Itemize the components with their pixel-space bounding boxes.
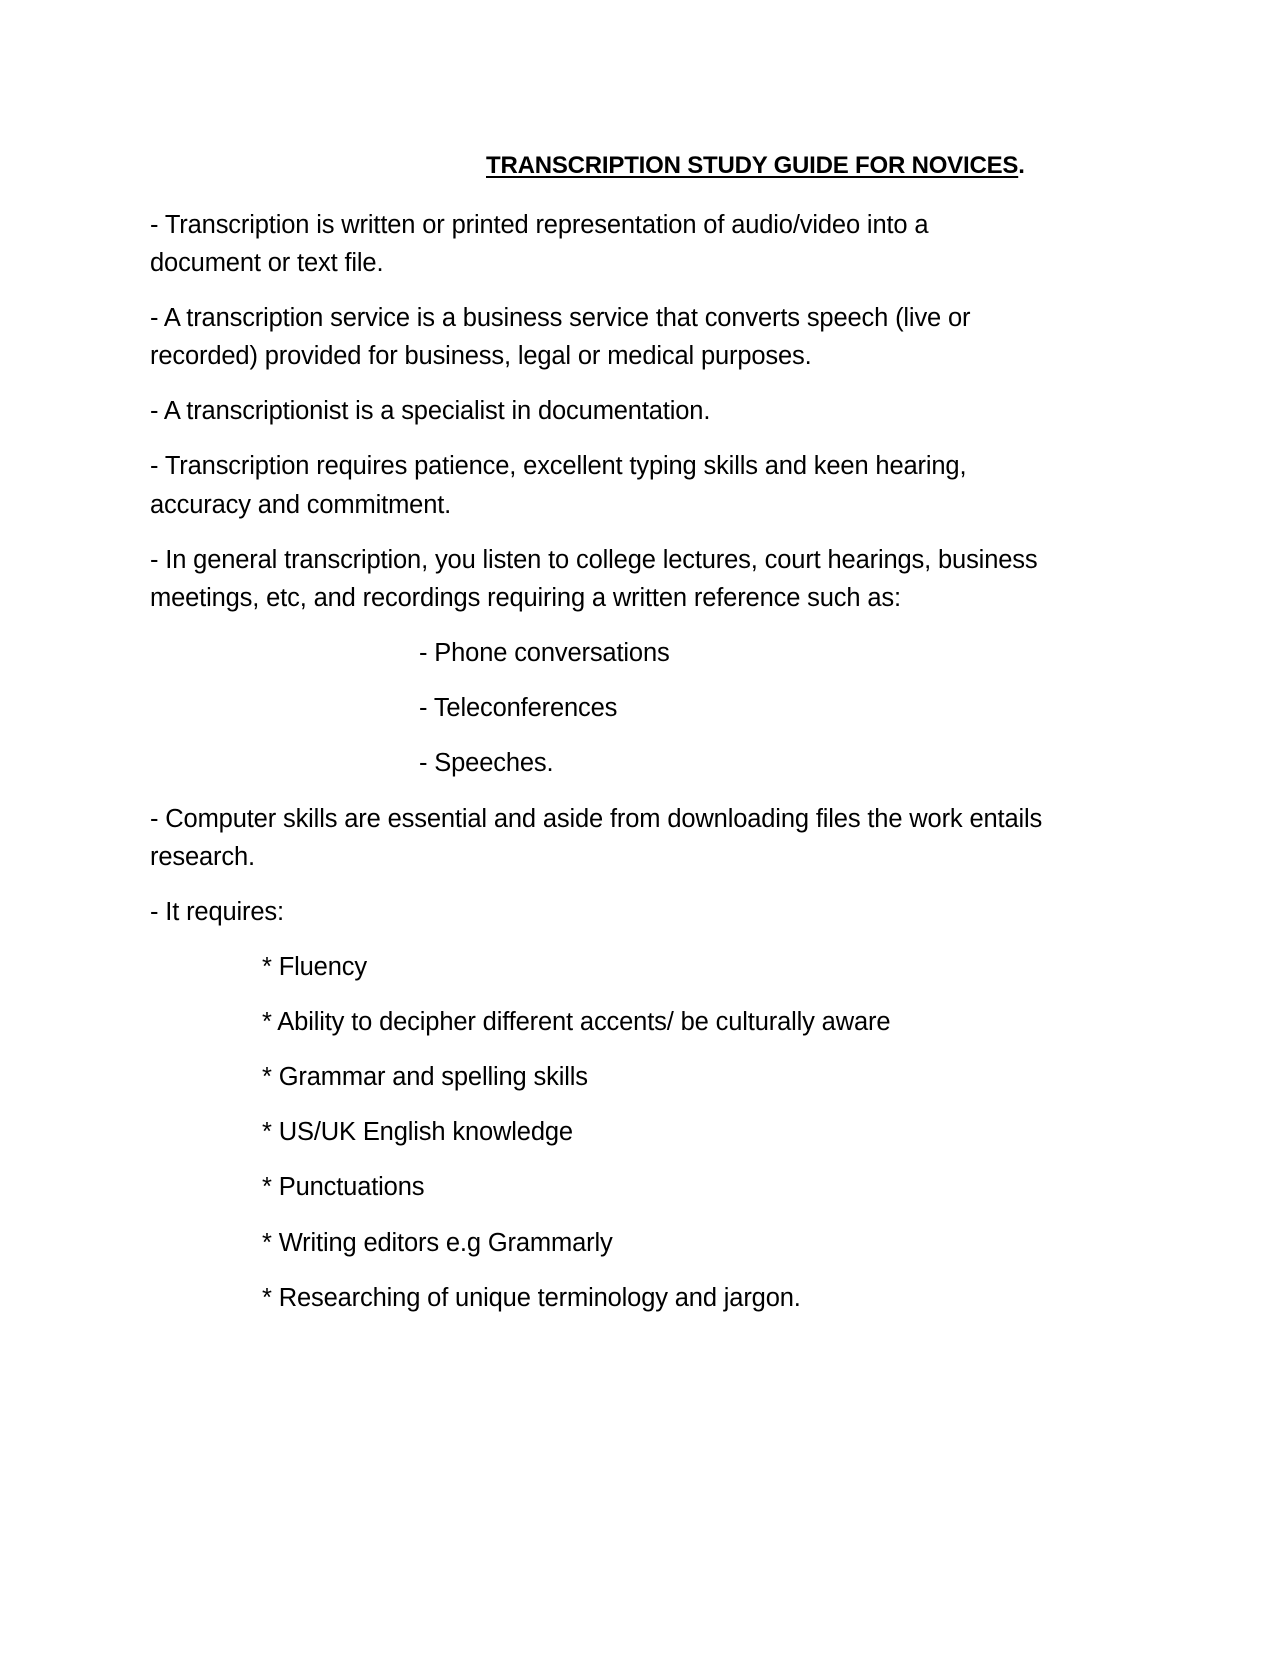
requirement-item: * Writing editors e.g Grammarly	[262, 1229, 613, 1257]
example-item: - Speeches.	[419, 749, 554, 777]
paragraph-line: - A transcription service is a business service that converts speech (live or	[150, 304, 971, 332]
requirement-item: * US/UK English knowledge	[262, 1118, 573, 1146]
paragraph-line: document or text file.	[150, 249, 384, 277]
paragraph-line: recorded) provided for business, legal or medical purposes.	[150, 342, 812, 370]
title-text: TRANSCRIPTION STUDY GUIDE FOR NOVICES	[486, 152, 1019, 179]
paragraph-line: - Transcription requires patience, excellent typing skills and keen hearing,	[150, 452, 967, 480]
paragraph-line: accuracy and commitment.	[150, 491, 452, 519]
requirement-item: * Punctuations	[262, 1173, 425, 1201]
paragraph-line: research.	[150, 843, 255, 871]
example-item: - Phone conversations	[419, 639, 670, 667]
example-item: - Teleconferences	[419, 694, 618, 722]
requirement-item: * Grammar and spelling skills	[262, 1063, 588, 1091]
requirement-item: * Researching of unique terminology and jargon.	[262, 1284, 801, 1312]
requires-label: - It requires:	[150, 898, 284, 926]
paragraph-line: meetings, etc, and recordings requiring a written reference such as:	[150, 584, 901, 612]
title-period: .	[1018, 152, 1025, 179]
requirement-item: * Fluency	[262, 953, 367, 981]
paragraph-line: - Computer skills are essential and aside from downloading files the work entails	[150, 805, 1043, 833]
requirement-item: * Ability to decipher different accents/ be culturally aware	[262, 1008, 891, 1036]
paragraph-line: - In general transcription, you listen to college lectures, court hearings, business	[150, 546, 1038, 574]
paragraph-line: - Transcription is written or printed representation of audio/video into a	[150, 211, 929, 239]
paragraph-line: - A transcriptionist is a specialist in documentation.	[150, 397, 711, 425]
document-title	[486, 152, 1025, 180]
